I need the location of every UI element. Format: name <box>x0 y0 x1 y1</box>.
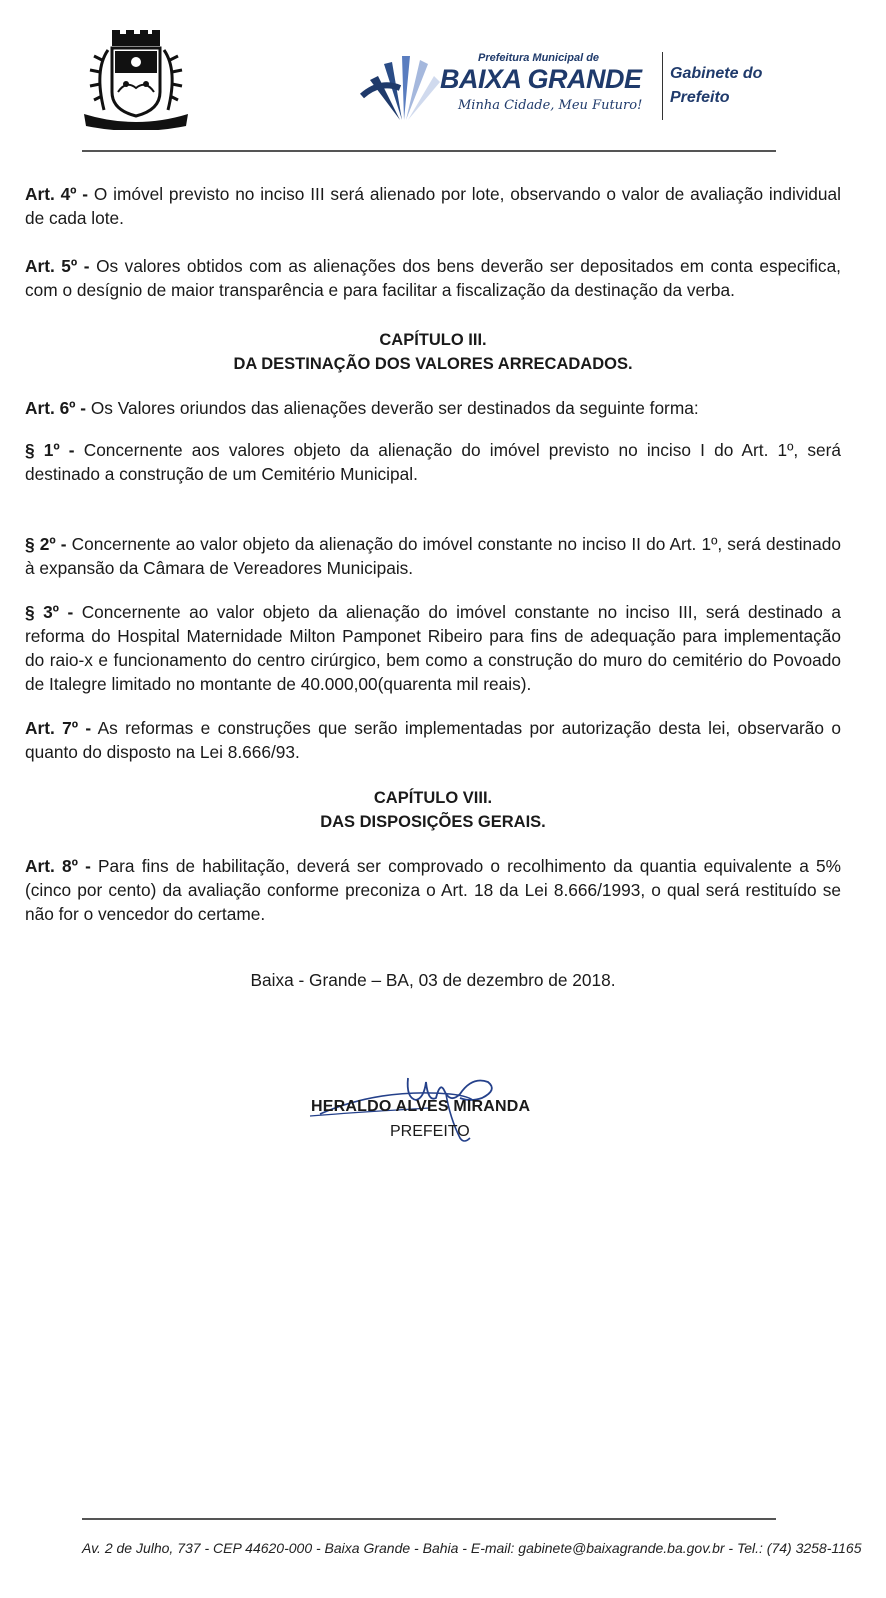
brand-motto: Minha Cidade, Meu Futuro! <box>458 98 643 113</box>
chapter-number: CAPÍTULO III. <box>379 331 487 349</box>
header-divider <box>662 52 663 120</box>
office-line-2: Prefeito <box>670 89 730 106</box>
brand-subtitle: Prefeitura Municipal de <box>478 52 600 64</box>
office-label <box>670 62 762 110</box>
article-8 <box>25 854 841 926</box>
footer-rule <box>82 1518 776 1520</box>
article-text: Os Valores oriundos das alienações deverão ser destinados da seguinte forma: <box>90 398 699 418</box>
article-5 <box>25 254 841 302</box>
article-4 <box>25 182 841 230</box>
paragraph-label: § 1º - <box>25 440 75 460</box>
chapter-heading <box>25 328 841 376</box>
article-text: Os valores obtidos com as alienações dos bens deverão ser depositados em conta especifica, com o desígnio de maior transparência e para facilitar a fiscalização da destinação da verba. <box>25 256 841 300</box>
article-7 <box>25 716 841 764</box>
chapter-heading <box>25 786 841 834</box>
header-rule <box>82 150 776 152</box>
brand-logo <box>360 46 660 124</box>
article-label: Art. 7º - <box>25 718 92 738</box>
date-line: Baixa - Grande – BA, 03 de dezembro de 2018. <box>250 970 616 990</box>
document-body <box>25 182 841 992</box>
article-label: Art. 8º - <box>25 856 91 876</box>
article-text: As reformas e construções que serão implementadas por autorização desta lei, observarão o quanto do disposto na Lei 8.666/93. <box>25 718 841 762</box>
brand-sunburst-icon <box>360 50 440 122</box>
paragraph-label: § 2º - <box>25 534 67 554</box>
article-text: Para fins de habilitação, deverá ser comprovado o recolhimento da quantia equivalente a 5% (cinco por cento) da avaliação conforme preconiza o Art. 18 da Lei 8.666/1993, o qual será restituído se não for o vencedor do certame. <box>25 856 841 924</box>
chapter-title: DA DESTINAÇÃO DOS VALORES ARRECADADOS. <box>233 355 633 373</box>
article-label: Art. 6º - <box>25 398 87 418</box>
chapter-title: DAS DISPOSIÇÕES GERAIS. <box>320 813 546 831</box>
office-line-1: Gabinete do <box>670 65 763 82</box>
municipal-crest-icon <box>82 30 190 130</box>
article-text: O imóvel previsto no inciso III será alienado por lote, observando o valor de avaliação individual de cada lote. <box>25 184 841 228</box>
signatory-title: PREFEITO <box>390 1123 470 1140</box>
article-label: Art. 4º - <box>25 184 89 204</box>
paragraph-2 <box>25 532 841 580</box>
brand-name: BAIXA GRANDE <box>440 64 642 94</box>
paragraph-text: Concernente ao valor objeto da alienação do imóvel constante no inciso II do Art. 1º, será destinado à expansão da Câmara de Vereadores Municipais. <box>25 534 841 578</box>
paragraph-3 <box>25 600 841 696</box>
signatory-name: HERALDO ALVES MIRANDA <box>311 1098 531 1115</box>
paragraph-label: § 3º - <box>25 602 74 622</box>
article-6 <box>25 396 841 420</box>
article-label: Art. 5º - <box>25 256 90 276</box>
paragraph-1 <box>25 438 841 486</box>
chapter-number: CAPÍTULO VIII. <box>373 789 493 807</box>
paragraph-text: Concernente ao valor objeto da alienação do imóvel constante no inciso III, será destinado a reforma do Hospital Maternidade Milton Pamponet Ribeiro para fins de adequação para implementação do raio-x e funcionamento do centro cirúrgico, bem como a construção do muro do cemitério do Povoado de Italegre limitado no montante de 40.000,00(quarenta mil reais). <box>25 602 841 694</box>
paragraph-text: Concernente aos valores objeto da alienação do imóvel previsto no inciso I do Art. 1º, será destinado a construção de um Cemitério Municipal. <box>25 440 841 484</box>
footer-address: Av. 2 de Julho, 737 - CEP 44620-000 - Baixa Grande - Bahia - E-mail: gabinete@baixagrande.ba.gov.br - Tel.: (74) 3258-1165 <box>82 1540 862 1556</box>
